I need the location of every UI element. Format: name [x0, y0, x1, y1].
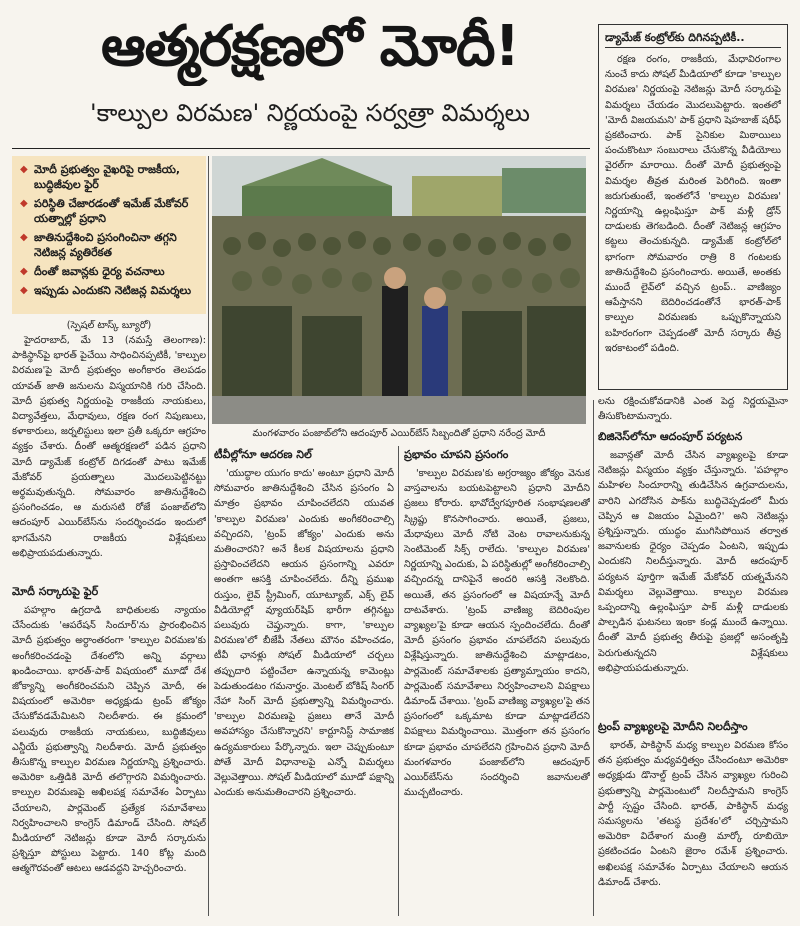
section-heading: టీవీల్లోనూ ఆదరణ నిల్ — [214, 448, 312, 461]
highlight-item: ◆ జాతినుద్దేశించి ప్రసంగించినా తగ్గని నెటిజన్ల వ్యతిరేకత — [20, 230, 200, 260]
column-2-body — [214, 466, 394, 916]
column-divider — [593, 400, 594, 916]
column-divider — [208, 156, 209, 916]
column-1-body — [12, 603, 206, 913]
section-heading: డ్యామేజ్ కంట్రోల్‌కు దిగినప్పటికీ.. — [605, 29, 781, 48]
column-4-body-2 — [598, 738, 788, 916]
highlight-item: ◆ మోదీ ప్రభుత్వం వైఖరిపై రాజకీయ, బుద్ధిజీవుల ఫైర్ — [20, 162, 200, 192]
section-heading: ట్రంప్ వ్యాఖ్యలపై మోదీని నిలదీస్తాం — [598, 720, 748, 733]
highlight-item: ◆ ఇప్పుడు ఎందుకని నెటిజన్ల విమర్శలు — [20, 283, 200, 298]
side-story-body — [605, 52, 781, 382]
column-1 — [12, 318, 206, 918]
paragraph: రక్షణ రంగం, రాజకీయ, మేధావిరంగాల నుంచే కాదు సోషల్ మీడియాలో కూడా 'కాల్పుల విరమణ' నిర్ణయంపై నెటిజన్లు మోదీ సర్కారుపై విమర్శలు చేయడం మొదలుపెట్టారు. ఇంతలో 'మోదీ విజయమని' పాక్ ప్రధాని షెహబాజ్ షరీఫ్ ప్రకటించారు. పాక్ సైనికుల మిఠాయిలు పంచుకొంటూ సంబురాలు చేసుకొన్న వీడియోలు వైరల్‌గా మారాయి. దీంతో మోదీ ప్రభుత్వంపై విమర్శల తీవ్రత మరింత పెరిగింది. ఇంతా జరుగుతుంటే, ఇంతలోనే 'కాల్పుల విరమణ' నిర్ణయాన్ని ఉల్లంఘిస్తూ పాక్ మళ్లీ డ్రోన్ దాడులకు తెగబడింది. దీంతో నెటిజన్ల ఆగ్రహం కట్టలు తెంచుకున్నది. డ్యామేజ్ కంట్రోల్‌లో భాగంగా సోమవారం రాత్రి 8 గంటలకు జాతినుద్దేశించి ప్రసంగించారు. అయితే, అంతకు ముందే లైవ్‌లో వచ్చిన ట్రంప్.. వాణిజ్యం ఆపేస్తానని బెదిరించడంతోనే భారత్-పాక్ కాల్పుల విరమణకు ఒప్పుకొన్నాయని బహిరంగంగా చెప్పడంతో మోదీ సర్కారు తీవ్ర ఇరకాటంలో పడింది. — [605, 54, 781, 354]
highlights-box — [12, 156, 206, 314]
paragraph: లను రక్షించుకోవడానికి ఎంత పెద్ద నిర్ణయమైనా తీసుకొంటామన్నారు. — [598, 396, 788, 423]
highlight-item: ◆ పరిస్థితి చేజారడంతో ఇమేజ్ మేకోవర్ యత్నాల్లో ప్రధాని — [20, 196, 200, 226]
paragraph: 'కాల్పుల విరమణ'కు అగ్రరాజ్యం జోక్యం వెనుక వాస్తవాలను బయటపెట్టాలని ప్రధాని మోదీని ప్రజలు కోరారు. భావోద్వేగపూరిత సంభాషణలతో స్క్రిప్టు కొనసాగించారు. అయితే, ప్రజలు, మేధావులు మోదీ నోటి వెంట రావాలనుకున్న సెంటిమెంట్ సిక్స్ రాలేదు. 'కాల్పుల విరమణ' నిర్ణయాన్ని ఎందుకు, ఏ పరిస్థితుల్లో అంగీకరించాల్సి వచ్చిందన్న దానిపైనే అందరి ఆసక్తి నెలకొంది. అయితే, తన ప్రసంగంలో ఆ విషయాన్నే మోదీ దాటవేశారు. 'ట్రంప్ వాణిజ్య బెదిరింపుల వ్యాఖ్యల'పై కూడా ఆయన స్పందించలేదు. దీంతో మోదీ ప్రసంగం ప్రభావం చూపలేదని పలువురు విశ్లేషిస్తున్నారు. జాతినుద్దేశించి మాట్లాడటం, పార్లమెంట్ సమావేశాలకు ప్రత్యామ్నాయం కాదని, పార్లమెంట్ సమావేశాలు నిర్వహించాలని విపక్షాలు డిమాండ్ చేశాయి. 'ట్రంప్ వాణిజ్య వ్యాఖ్యల'పై తన ప్రసంగంలో ఒక్కమాట కూడా మాట్లాడలేదని విపక్షాలు విమర్శించాయి. మొత్తంగా తన ప్రసంగం కూడా ప్రభావం చూపలేదని గ్రహించిన ప్రధాని మోదీ మంగళవారం పంజాబ్‌లోని ఆదంపూర్ ఎయిర్‌బేస్‌ను సందర్శించి జవానులతో ముచ్చటించారు. — [404, 468, 590, 799]
highlight-item: ◆ దీంతో జవాన్లకు ధైర్య వచనాలు — [20, 264, 200, 279]
highlights-list — [20, 162, 200, 298]
section-heading: బిజినెస్‌లోనూ ఆదంపూర్ పర్యటన — [598, 430, 743, 443]
photo-caption: మంగళవారం పంజాబ్‌లోని ఆదంపూర్ ఎయిర్‌బేస్ సిబ్బందితో ప్రధాని నరేంద్ర మోదీ — [252, 428, 546, 439]
paragraph: 'యుద్ధాల యుగం కాదు' అంటూ ప్రధాని మోదీ సోమవారం జాతినుద్దేశించి చేసిన ప్రసంగం ఏ మాత్రం ప్రభావం చూపించలేదని యువత 'కాల్పుల విరమణ' ఎందుకు అంగీకరించాల్సి వచ్చిందని, 'ట్రంప్ జోక్యం' ఎందుకు అను మతించారని? అనే కీలక విషయాలను ప్రధాని ప్రస్తావించలేదని ఆయన ప్రసంగాన్ని ఎవరూ అంతగా ఆసక్తి చూపించలేదు. దీన్ని ప్రముఖ రుస్తుం, లైవ్ స్ట్రీమింగ్, యూట్యూబ్, ఎక్స్ లైవ్ వీడియోల్లో వ్యూయర్‌షిప్ భారీగా తగ్గినట్టు పలువురు చెప్తున్నారు. కాగా, 'కాల్పుల విరమణ'లో బీజేపీ నేతలు మౌనం వహించడం, టీవీ ఛానళ్లు సోషల్ మీడియాలో చర్చలు తప్పుదారి పట్టించేలా ఉన్నాయన్న కామెంట్లు పెడుతుండటం గమనార్హం. మెంటల్ బోకిష్ సింగర్ నేహా సింగ్ మోదీ ప్రభుత్వాన్ని విమర్శించారు. 'కాల్పుల విరమణపై ప్రజలు తానే మోదీ అవహాస్యం చేసుకొన్నారని' కార్టూనిస్ట్ సామాజిక ఉద్యమకారులు పేర్కొన్నారు. ఇలా చెప్పుకుంటూ పోతే మోదీ విధానాలపై ఎన్నో విమర్శలు వెల్లువెత్తాయి. సోషల్ మీడియాలో మూడో పక్షాన్ని ఎందుకు అనుమతించారని ప్రశ్నించారు. — [214, 468, 394, 799]
paragraph: హైదరాబాద్, మే 13 (నమస్తే తెలంగాణ): పాకిస్థాన్‌పై భారత్ పైచేయి సాధించినప్పటికీ, 'కాల్పుల విరమణ'పై మోదీ ప్రభుత్వం అంగీకారం తెలపడం యావత్ జాతి జనులను విస్మయానికి గురి చేసింది. మోదీ ప్రభుత్వ నిర్ణయంపై రాజకీయ నాయకులు, విద్యావేత్తలు, మేధావులు, రక్షణ రంగ నిపుణులు, కళాకారులు, జర్నలిస్టులు ఇలా ప్రతీ ఒక్కరూ ఆగ్రహం వ్యక్తం చేశారు. దీంతో ఆత్మరక్షణలో పడిన ప్రధాని మోదీ డ్యామేజ్ కంట్రోల్ దిగడంతో పాటు ఇమేజ్ మేకోవర్ ప్రయత్నాలు మొదలుపెట్టినట్టు అర్థమవుతున్నది. సోమవారం జాతినుద్దేశించి ప్రసంగించడం, ఆ మరుసటి రోజే పంజాబ్‌లోని ఆదంపూర్ ఎయిర్‌బేస్‌ను సందర్శించడం ఇందులో భాగమేనని రాజకీయ విశ్లేషకులు అభిప్రాయపడుతున్నారు. — [12, 335, 206, 559]
column-3 — [404, 446, 590, 918]
paragraph: భారత్, పాకిస్థాన్ మధ్య కాల్పుల విరమణ కోసం తన ప్రభుత్వం మధ్యవర్తిత్వం చేసిందంటూ అమెరికా అధ్యక్షుడు డొనాల్డ్ ట్రంప్ చేసిన వ్యాఖ్యల గురించి ప్రభుత్వాన్ని పార్లమెంటులో నిలదీస్తామని కాంగ్రెస్ పార్టీ స్పష్టం చేసింది. భారత్, పాకిస్థాన్ మధ్య సమస్యలను 'తటస్థ ప్రదేశం'లో చర్చిస్తామని అమెరికా విదేశాంగ మంత్రి మార్కో రూబియో ప్రకటించడం ఏంటని జైరాం రమేశ్ ప్రశ్నించారు. అఖిలపక్ష సమావేశం ఏర్పాటు చేయాలని ఆయన డిమాండ్ చేశారు. — [598, 740, 788, 888]
column-4 — [598, 428, 788, 918]
paragraph: పహల్గాం ఉగ్రదాడి బాధితులకు న్యాయం చేసేందుకు 'ఆపరేషన్ సిందూర్'ను ప్రారంభించిన మోదీ ప్రభుత్వం అర్ధాంతరంగా 'కాల్పుల విరమణ'కు అంగీకరించడంపై దేశంలోని అన్ని వర్గాలు ఖండించాయి. భారత్-పాక్ విషయంలో మూడో దేశ జోక్యాన్ని అంగీకరించమని చెప్పిన మోదీ, ఈ విషయంలో అమెరికా అధ్యక్షుడు ట్రంప్ జోక్యం చేసుకోవడమేమిటని నిలదీశారు. ఈ క్రమంలో పలువురు రాజకీయ నాయకులు, బుద్ధిజీవులు ఎన్డీయే ప్రభుత్వాన్ని నిలదీశారు. మోదీ ప్రభుత్వం తీసుకొన్న కాల్పుల విరమణ నిర్ణయాన్ని ప్రశ్నించారు. అమెరికా ఒత్తిడికి మోదీ తలొగ్గారని విమర్శించారు. కాల్పుల విరమణపై అఖిలపక్ష సమావేశం ఏర్పాటు చేయాలని, పార్లమెంట్ ప్రత్యేక సమావేశాలు నిర్వహించాలని కాంగ్రెస్ డిమాండ్ చేసింది. సోషల్ మీడియాలో నెటిజన్లు కూడా మోదీ సర్కారును ప్రశ్నిస్తూ పోస్టులు పెట్టారు. 140 కోట్ల మంది ఆత్మగౌరవంతో ఆటలు ఆడవద్దని హెచ్చరించారు. — [12, 605, 206, 875]
byline: (స్పెషల్ టాస్క్ బ్యూరో) — [66, 320, 152, 331]
crowd-photo-illustration — [212, 156, 586, 424]
subheadline: 'కాల్పుల విరమణ' నిర్ణయంపై సర్వత్రా విమర్శలు — [90, 99, 530, 127]
column-3-body — [404, 466, 590, 916]
news-photo — [212, 156, 586, 424]
column-1-intro — [12, 333, 206, 583]
side-story-tail — [598, 394, 788, 424]
column-4-body — [598, 448, 788, 718]
column-2 — [214, 446, 394, 918]
paragraph: జవాన్లతో మోదీ చేసిన వ్యాఖ్యలపై కూడా నెటిజన్లు విస్మయం వ్యక్తం చేస్తున్నారు. 'పహల్గాం మహిళల సిందూరాన్ని తుడిచేసిన ఉగ్రవాదులను, వారిని ఎగదోసిన పాక్‌ను బుద్ధిచెప్పడంలో మీరు చెప్పిన ఆ విజయం ఏమైంది?' అని నెటిజన్లు ప్రశ్నిస్తున్నారు. యుద్ధం ముగిసిపోయిన తర్వాత జవానులకు ధైర్యం చెప్పడం ఏంటని, ఇప్పుడు ఎందుకని నిలదీస్తున్నారు. మోదీ ఆదంపూర్ పర్యటన పూర్తిగా ఇమేజ్ మేకోవర్ యత్నమేనని విమర్శలు వెల్లువెత్తాయి. కాల్పుల విరమణ ఒప్పందాన్ని ఉల్లంఘిస్తూ పాక్ మళ్లీ దాడులకు పాల్పడిన ఘటనలు ఇంకా కండ్ల ముందే ఉన్నాయి. దీంతో మోదీ ప్రభుత్వ తీరుపై ప్రజల్లో అసంతృప్తి పెరుగుతున్నదని విశ్లేషకులు అభిప్రాయపడుతున్నారు. — [598, 450, 788, 674]
headline: ఆత్మరక్షణలో మోదీ! — [100, 14, 520, 79]
section-heading: మోదీ సర్కారుపై ఫైర్ — [12, 585, 99, 598]
column-divider — [398, 446, 399, 916]
section-heading: ప్రభావం చూపని ప్రసంగం — [404, 448, 509, 461]
headline-divider — [12, 148, 590, 149]
side-story-box — [598, 24, 788, 390]
